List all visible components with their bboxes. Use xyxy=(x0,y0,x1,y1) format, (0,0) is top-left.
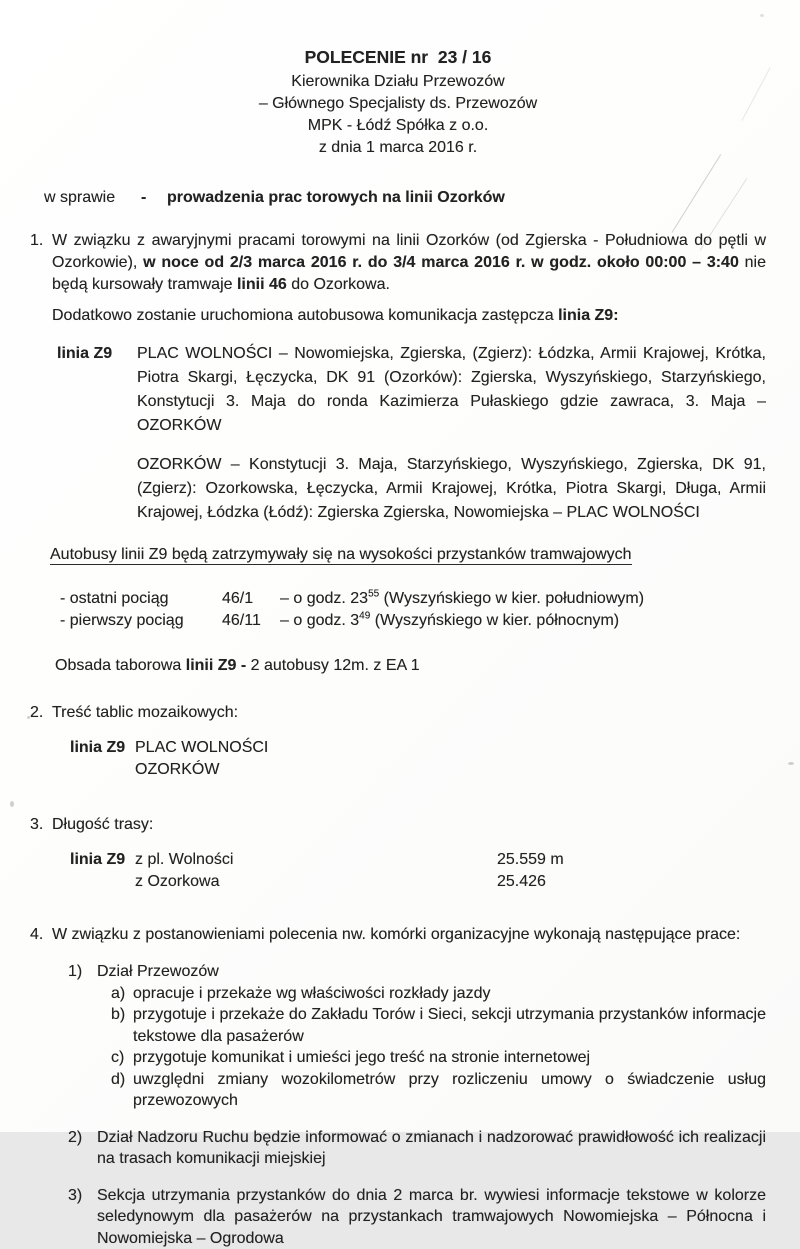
scan-speck xyxy=(10,801,14,807)
section-1 xyxy=(30,230,766,525)
text-run: nie będą kursowały tramwaje xyxy=(52,254,766,293)
text-run: Obsada taborowa xyxy=(55,657,186,674)
subitem-2-text: Dział Nadzoru Ruchu będzie informować o zmianach i nadzorować prawidłowość ich realizacji na trasach komunikacji miejskiej xyxy=(97,1127,766,1170)
time-minutes-superscript: 55 xyxy=(368,589,379,600)
train-time xyxy=(280,610,619,632)
length-value: 25.559 m xyxy=(497,849,564,871)
subitem-3 xyxy=(68,1185,766,1249)
additional-service-line xyxy=(52,305,766,327)
section-2-number: 2. xyxy=(30,704,52,722)
subitem-number: 1) xyxy=(68,961,97,1112)
time-minutes-superscript: 49 xyxy=(359,611,370,622)
text-run: Dodatkowo zostanie uruchomiona autobusowa komunikacja zastępcza xyxy=(52,307,558,324)
length-value: 25.426 xyxy=(497,871,546,893)
task-letter: d) xyxy=(111,1069,133,1112)
header-date-line: z dnia 1 marca 2016 r. xyxy=(30,137,766,159)
route-line-label: linia Z9 xyxy=(70,849,135,893)
route-z9-return xyxy=(52,453,766,525)
train-times-block xyxy=(60,588,766,632)
first-train-row xyxy=(60,610,766,632)
subitem-2 xyxy=(68,1127,766,1170)
section-3 xyxy=(30,816,766,834)
length-origin: z Ozorkowa xyxy=(135,871,497,893)
scan-speck xyxy=(760,14,764,17)
train-course-number: 46/11 xyxy=(222,610,280,632)
scan-speck xyxy=(27,716,30,719)
section-1-paragraph xyxy=(52,230,766,296)
last-train-row xyxy=(60,588,766,610)
train-row-label: - pierwszy pociąg xyxy=(60,610,222,632)
stops-note-line xyxy=(50,546,766,564)
scan-speck xyxy=(788,762,794,765)
task-text: przygotuje i przekaże do Zakładu Torów i Sieci, sekcji utrzymania przystanków informacje tekstowe dla pasażerów xyxy=(133,1004,766,1047)
text-run: W związku z awaryjnymi pracami torowymi na linii Ozorków (od Zgierska - Południowa do pętli w Ozorkowie), xyxy=(52,232,766,271)
subitem-number: 3) xyxy=(68,1185,97,1249)
length-row xyxy=(135,871,766,893)
task-row xyxy=(111,1047,766,1069)
header-issuer-line: Kierownika Działu Przewozów xyxy=(30,71,766,93)
task-letter: b) xyxy=(111,1004,133,1047)
task-row xyxy=(111,983,766,1005)
subitem-number: 2) xyxy=(68,1127,97,1170)
text-run-bold: w noce od 2/3 marca 2016 r. do 3/4 marca 2016 r. w godz. około 00:00 – 3:40 xyxy=(143,254,739,271)
route-length-block xyxy=(70,849,766,893)
board-text-terminus-b: OZORKÓW xyxy=(135,759,268,781)
task-letter: c) xyxy=(111,1047,133,1069)
mosaic-boards-block xyxy=(70,737,766,781)
section-2-title: Treść tablic mozaikowych: xyxy=(52,704,766,722)
route-z9-outbound xyxy=(52,342,766,438)
board-text-terminus-a: PLAC WOLNOŚCI xyxy=(135,737,268,759)
section-3-number: 3. xyxy=(30,816,52,834)
time-text: – o godz. 3 xyxy=(280,612,359,629)
document-title: POLECENIE nr 23 / 16 xyxy=(30,46,766,68)
stops-note-underlined-text: Autobusy linii Z9 będą zatrzymywały się na wysokości przystanków tramwajowych xyxy=(50,546,632,565)
text-run-bold: linii 46 xyxy=(237,276,287,293)
text-run: do Ozorkowa. xyxy=(287,276,390,293)
task-row xyxy=(111,1069,766,1112)
text-run: 2 autobusy 12m. z EA 1 xyxy=(246,657,419,674)
document-header xyxy=(30,46,766,159)
length-row xyxy=(135,849,766,871)
section-2 xyxy=(30,704,766,722)
section-4-number: 4. xyxy=(30,924,52,1249)
subject-label: w sprawie xyxy=(44,189,141,207)
subitem-1-title: Dział Przewozów xyxy=(97,961,766,983)
section-1-number: 1. xyxy=(30,230,52,525)
train-time xyxy=(280,588,644,610)
subitem-1 xyxy=(68,961,766,1112)
task-text: uwzględni zmiany wozokilometrów przy rozliczeniu umowy o świadczenie usług przewozowych xyxy=(133,1069,766,1112)
route-line-label: linia Z9 xyxy=(70,737,135,781)
time-text: – o godz. 23 xyxy=(280,590,368,607)
route-line-label: linia Z9 xyxy=(52,342,137,438)
lettered-task-list xyxy=(111,983,766,1112)
task-text: opracuje i przekaże wg właściwości rozkłady jazdy xyxy=(133,983,766,1005)
header-company-line: MPK - Łódź Spółka z o.o. xyxy=(30,115,766,137)
subject-text: prowadzenia prac torowych na linii Ozorków xyxy=(167,189,505,207)
fleet-assignment-line xyxy=(55,657,766,675)
section-4 xyxy=(30,924,766,1249)
length-origin: z pl. Wolności xyxy=(135,849,497,871)
subitem-3-text: Sekcja utrzymania przystanków do dnia 2 marca br. wywiesi informacje tekstowe w kolorze seledynowym dla pasażerów na przystankach tramwajowych Nowomiejska – Północna i Nowomiejska – Ogrodowa xyxy=(97,1185,766,1249)
time-direction: (Wyszyńskiego w kier. północnym) xyxy=(370,612,619,629)
task-letter: a) xyxy=(111,983,133,1005)
subject-line xyxy=(44,189,766,207)
task-text: przygotuje komunikat i umieści jego treść na stronie internetowej xyxy=(133,1047,766,1069)
train-row-label: - ostatni pociąg xyxy=(60,588,222,610)
text-run-bold: linia Z9: xyxy=(558,307,618,324)
route-line-label-empty xyxy=(52,453,137,525)
task-row xyxy=(111,1004,766,1047)
section-4-title: W związku z postanowieniami polecenia nw. komórki organizacyjne wykonają następujące prace: xyxy=(52,924,766,946)
subject-dash: - xyxy=(141,189,167,207)
time-direction: (Wyszyńskiego w kier. południowym) xyxy=(379,590,644,607)
route-description: OZORKÓW – Konstytucji 3. Maja, Starzyńskiego, Wyszyńskiego, Zgierska, DK 91, (Zgierz): Ozorkowska, Łęczycka, Armii Krajowej, Krótka, Piotra Skargi, Długa, Armii Krajowej, Łódzka (Łódź): Zgierska Zgierska, Nowomiejska – PLAC WOLNOŚCI xyxy=(137,453,766,525)
header-issuer-line: – Głównego Specjalisty ds. Przewozów xyxy=(30,93,766,115)
section-3-title: Długość trasy: xyxy=(52,816,766,834)
text-run-bold: linii Z9 - xyxy=(186,657,246,674)
train-course-number: 46/1 xyxy=(222,588,280,610)
route-description: PLAC WOLNOŚCI – Nowomiejska, Zgierska, (Zgierz): Łódzka, Armii Krajowej, Krótka, Piotra Skargi, Łęczycka, DK 91 (Ozorków): Zgierska, Wyszyńskiego, Starzyńskiego, Konstytucji 3. Maja do ronda Kazimierza Pułaskiego gdzie zawraca, 3. Maja – OZORKÓW xyxy=(137,342,766,438)
